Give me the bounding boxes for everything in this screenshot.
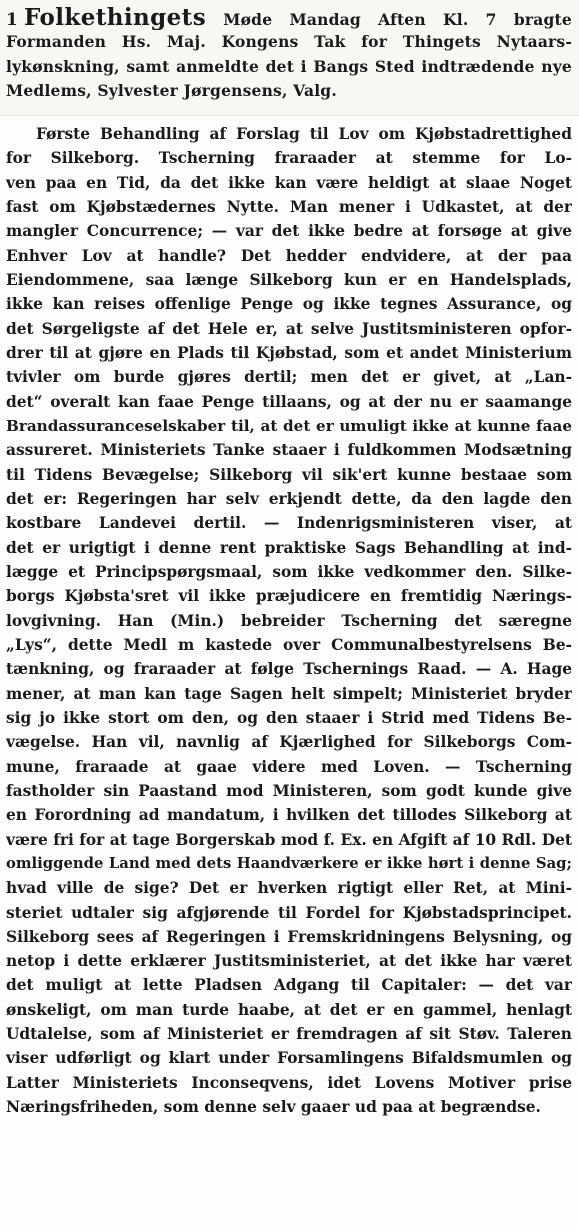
article-line: en Forordning ad mandatum, i hvilken det tillodes Silkeborg at (6, 806, 572, 825)
article-line: tænkning, og fraraader at følge Tschernings Raad. — A. Hage (6, 660, 572, 679)
article-line: ven paa en Tid, da det ikke kan være heldigt at slaae Noget (6, 173, 572, 192)
article-line: Eiendommene, saa længe Silkeborg kun er en Handelsplads, (6, 270, 572, 289)
intro-line: Medlems, Sylvester Jørgensens, Valg. (6, 80, 337, 100)
article-line: „Lys“, dette Medl m kastede over Communalbestyrelsens Be- (6, 635, 572, 654)
article-line: Brandassuranceselskaber til, at det er umuligt ikke at kunne faae (6, 416, 572, 435)
article-line: Udtalelse, som af Ministeriet er fremdragen af sit Støv. Taleren (6, 1025, 572, 1044)
article-line: viser udførligt og klart under Forsamlingens Bifaldsmumlen og (6, 1049, 572, 1068)
article-line: Enhver Lov at handle? Det hedder endvidere, at der paa (6, 246, 572, 265)
article-line: det er: Regeringen har selv erkjendt dette, da den lagde den (6, 489, 572, 508)
article-line: Silkeborg sees af Regeringen i Fremskridningens Belysning, og (6, 927, 572, 946)
article-line: fast om Kjøbstædernes Nytte. Man mener i Udkastet, at der (6, 197, 572, 216)
article-line: hvad ville de sige? Det er hverken rigtigt eller Ret, at Mini- (6, 879, 572, 898)
article-paragraph (6, 122, 572, 1119)
article-line: for Silkeborg. Tscherning fraraader at stemme for Lo- (6, 149, 572, 168)
article-line: kostbare Landevei dertil. — Indenrigsministeren viser, at (6, 514, 572, 533)
article-line: lovgivning. Han (Min.) bebreider Tscherning det særegne (6, 611, 572, 630)
article-line: omliggende Land med dets Haandværkere er ikke hørt i denne Sag; (6, 854, 572, 872)
article-line: assureret. Ministeriets Tanke staaer i fuldkommen Modsætning (6, 441, 572, 460)
article-line: drer til at gjøre en Plads til Kjøbstad, som et andet Ministerium (6, 343, 572, 362)
article-line: ikke kan reises offenlige Penge og ikke tegnes Assurance, og (6, 295, 572, 314)
article-line: det Sørgeligste af det Hele er, at selve Justitsministeren opfor- (6, 319, 572, 338)
article-line: netop i dette erklærer Justitsministeriet, at det ikke har været (6, 952, 572, 971)
clipping-header (0, 0, 579, 116)
article-line: vægelse. Han vil, navnlig af Kjærlighed for Silkeborgs Com- (6, 733, 572, 752)
article-line: det muligt at lette Pladsen Adgang til Capitaler: — det var (6, 976, 572, 995)
intro-line-text: Møde Mandag Aften Kl. 7 bragte (223, 10, 572, 29)
article-line: lægge et Principspørgsmaal, som ikke vedkommer den. Silke- (6, 562, 572, 581)
article-line: mangler Concurrence; — var det ikke bedre at forsøge at give (6, 222, 572, 241)
item-number: 1 (6, 10, 19, 30)
article-line: borgs Kjøbsta'sret vil ikke præjudicere en fremtidig Nærings- (6, 587, 572, 606)
intro-paragraph (6, 6, 572, 103)
article-line: Første Behandling af Forslag til Lov om Kjøbstadrettighed (36, 125, 572, 143)
article-line: steriet udtaler sig afgjørende til Fordel for Kjøbstadsprincipet. (6, 903, 572, 922)
article-line: mune, fraraade at gaae videre med Loven. — Tscherning (6, 757, 572, 776)
article-line: det“ overalt kan faae Penge tillaans, og at der nu er saamange (6, 392, 572, 411)
headline: Folkethingets (24, 6, 207, 31)
clipping-body (0, 116, 579, 1230)
article-line: til Tidens Bevægelse; Silkeborg vil sik'ert kunne bestaae som (6, 465, 572, 484)
article-line: sig jo ikke stort om den, og den staaer i Strid med Tidens Be- (6, 708, 572, 727)
article-line: det er urigtigt i denne rent praktiske Sags Behandling at ind- (6, 538, 572, 557)
intro-line: lykønskning, samt anmeldte det i Bangs Sted indtrædende nye (6, 56, 572, 76)
article-line: være fri for at tage Borgerskab mod f. Ex. en Afgift af 10 Rdl. Det (6, 830, 572, 849)
article-line: Latter Ministeriets Inconseqvens, idet Lovens Motiver prise (6, 1073, 572, 1092)
intro-line (6, 6, 572, 30)
article-line: tvivler om burde gjøres dertil; men det er givet, at „Lan- (6, 368, 572, 387)
intro-line: Formanden Hs. Maj. Kongens Tak for Thingets Nytaars- (6, 32, 572, 52)
article-line: Næringsfriheden, som denne selv gaaer ud paa at begrændse. (6, 1098, 541, 1117)
article-line: fastholder sin Paastand mod Ministeren, som godt kunde give (6, 781, 572, 800)
article-line: ønskeligt, om man turde haabe, at det er en gammel, henlagt (6, 1000, 572, 1019)
article-line: mener, at man kan tage Sagen helt simpelt; Ministeriet bryder (6, 684, 572, 703)
